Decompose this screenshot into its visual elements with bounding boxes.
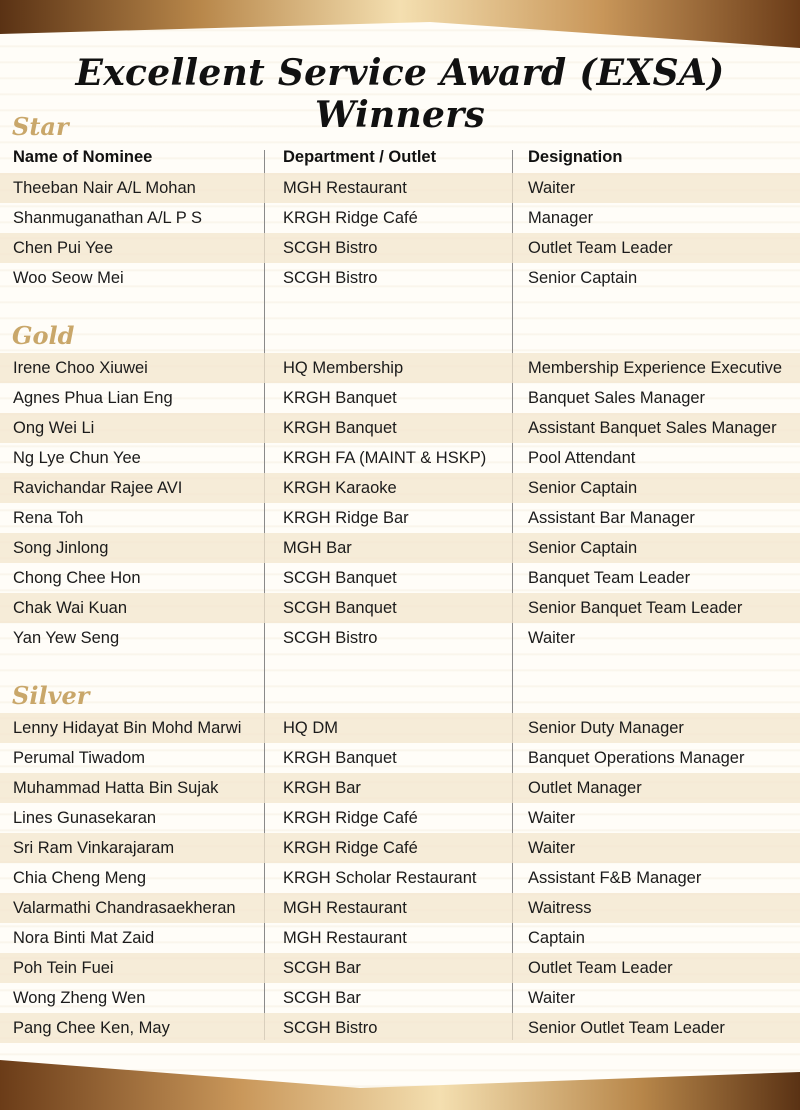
table-row xyxy=(0,443,800,473)
table-row xyxy=(0,1013,800,1043)
section-label-silver: Silver xyxy=(12,681,90,710)
designation: Banquet Operations Manager xyxy=(528,749,745,767)
designation: Waitress xyxy=(528,899,592,917)
designation: Waiter xyxy=(528,839,576,857)
nominee-name: Lines Gunasekaran xyxy=(13,809,157,827)
bottom-gold-band xyxy=(0,1050,800,1110)
designation: Outlet Manager xyxy=(528,779,642,797)
table-row xyxy=(0,833,800,863)
department-outlet: SCGH Bistro xyxy=(283,1019,378,1037)
designation: Assistant F&B Manager xyxy=(528,869,702,887)
nominee-name: Chia Cheng Meng xyxy=(13,869,146,887)
table-row xyxy=(0,533,800,563)
table-row xyxy=(0,803,800,833)
table-row xyxy=(0,233,800,263)
designation: Senior Duty Manager xyxy=(528,719,684,737)
department-outlet: SCGH Banquet xyxy=(283,569,397,587)
nominee-name: Wong Zheng Wen xyxy=(13,989,146,1007)
designation: Assistant Banquet Sales Manager xyxy=(528,419,777,437)
table-row xyxy=(0,743,800,773)
designation: Senior Banquet Team Leader xyxy=(528,599,743,617)
nominee-name: Perumal Tiwadom xyxy=(13,749,146,767)
designation: Banquet Team Leader xyxy=(528,569,691,587)
designation: Senior Captain xyxy=(528,539,638,557)
table-row xyxy=(0,623,800,653)
table-row xyxy=(0,173,800,203)
department-outlet: KRGH Ridge Bar xyxy=(283,509,409,527)
designation: Assistant Bar Manager xyxy=(528,509,695,527)
nominee-name: Muhammad Hatta Bin Sujak xyxy=(13,779,219,797)
department-outlet: KRGH Banquet xyxy=(283,389,397,407)
designation: Banquet Sales Manager xyxy=(528,389,706,407)
nominee-name: Chen Pui Yee xyxy=(13,239,114,257)
table-row xyxy=(0,563,800,593)
nominee-name: Sri Ram Vinkarajaram xyxy=(13,839,175,857)
nominee-name: Irene Choo Xiuwei xyxy=(13,359,148,377)
department-outlet: HQ Membership xyxy=(283,359,404,377)
nominee-name: Valarmathi Chandrasaekheran xyxy=(13,899,236,917)
table-row xyxy=(0,353,800,383)
nominee-name: Pang Chee Ken, May xyxy=(13,1019,170,1037)
top-gold-band xyxy=(0,0,800,50)
department-outlet: MGH Restaurant xyxy=(283,179,407,197)
table-row xyxy=(0,863,800,893)
designation: Waiter xyxy=(528,179,576,197)
department-outlet: KRGH Banquet xyxy=(283,749,397,767)
column-header-designation: Designation xyxy=(528,148,623,166)
star-winners-list xyxy=(0,173,800,293)
table-row xyxy=(0,383,800,413)
table-row xyxy=(0,983,800,1013)
department-outlet: KRGH Banquet xyxy=(283,419,397,437)
nominee-name: Shanmuganathan A/L P S xyxy=(13,209,202,227)
table-row xyxy=(0,263,800,293)
nominee-name: Ong Wei Li xyxy=(13,419,95,437)
department-outlet: KRGH Ridge Café xyxy=(283,809,418,827)
nominee-name: Chong Chee Hon xyxy=(13,569,141,587)
table-row xyxy=(0,503,800,533)
department-outlet: KRGH Scholar Restaurant xyxy=(283,869,477,887)
designation: Manager xyxy=(528,209,594,227)
designation: Pool Attendant xyxy=(528,449,636,467)
table-row xyxy=(0,713,800,743)
nominee-name: Yan Yew Seng xyxy=(13,629,120,647)
table-row xyxy=(0,923,800,953)
department-outlet: KRGH Ridge Café xyxy=(283,209,418,227)
designation: Membership Experience Executive xyxy=(528,359,783,377)
designation: Outlet Team Leader xyxy=(528,239,673,257)
department-outlet: HQ DM xyxy=(283,719,338,737)
table-row xyxy=(0,413,800,443)
designation: Captain xyxy=(528,929,585,947)
department-outlet: KRGH Ridge Café xyxy=(283,839,418,857)
section-label-gold: Gold xyxy=(12,321,75,350)
department-outlet: MGH Bar xyxy=(283,539,352,557)
designation: Waiter xyxy=(528,809,576,827)
column-header-department: Department / Outlet xyxy=(283,148,437,166)
designation: Waiter xyxy=(528,989,576,1007)
page-title: Excellent Service Award (EXSA) Winners xyxy=(75,52,725,136)
nominee-name: Woo Seow Mei xyxy=(13,269,124,287)
department-outlet: KRGH Bar xyxy=(283,779,361,797)
designation: Waiter xyxy=(528,629,576,647)
nominee-name: Rena Toh xyxy=(13,509,84,527)
department-outlet: SCGH Bistro xyxy=(283,239,378,257)
department-outlet: SCGH Banquet xyxy=(283,599,397,617)
table-row xyxy=(0,473,800,503)
table-row xyxy=(0,953,800,983)
nominee-name: Chak Wai Kuan xyxy=(13,599,128,617)
designation: Senior Captain xyxy=(528,479,638,497)
nominee-name: Song Jinlong xyxy=(13,539,109,557)
nominee-name: Agnes Phua Lian Eng xyxy=(13,389,173,407)
department-outlet: SCGH Bar xyxy=(283,989,361,1007)
nominee-name: Poh Tein Fuei xyxy=(13,959,114,977)
gold-winners-list xyxy=(0,353,800,653)
table-row xyxy=(0,593,800,623)
nominee-name: Ravichandar Rajee AVI xyxy=(13,479,183,497)
table-row xyxy=(0,773,800,803)
column-header-name: Name of Nominee xyxy=(13,148,153,166)
designation: Senior Outlet Team Leader xyxy=(528,1019,725,1037)
department-outlet: SCGH Bistro xyxy=(283,629,378,647)
table-row xyxy=(0,893,800,923)
department-outlet: KRGH Karaoke xyxy=(283,479,397,497)
nominee-name: Nora Binti Mat Zaid xyxy=(13,929,155,947)
table-row xyxy=(0,203,800,233)
silver-winners-list xyxy=(0,713,800,1043)
nominee-name: Lenny Hidayat Bin Mohd Marwi xyxy=(13,719,242,737)
department-outlet: KRGH FA (MAINT & HSKP) xyxy=(283,449,487,467)
department-outlet: MGH Restaurant xyxy=(283,899,407,917)
department-outlet: SCGH Bar xyxy=(283,959,361,977)
designation: Senior Captain xyxy=(528,269,638,287)
department-outlet: SCGH Bistro xyxy=(283,269,378,287)
nominee-name: Ng Lye Chun Yee xyxy=(13,449,141,467)
department-outlet: MGH Restaurant xyxy=(283,929,407,947)
designation: Outlet Team Leader xyxy=(528,959,673,977)
nominee-name: Theeban Nair A/L Mohan xyxy=(13,179,196,197)
section-label-star: Star xyxy=(12,112,69,141)
